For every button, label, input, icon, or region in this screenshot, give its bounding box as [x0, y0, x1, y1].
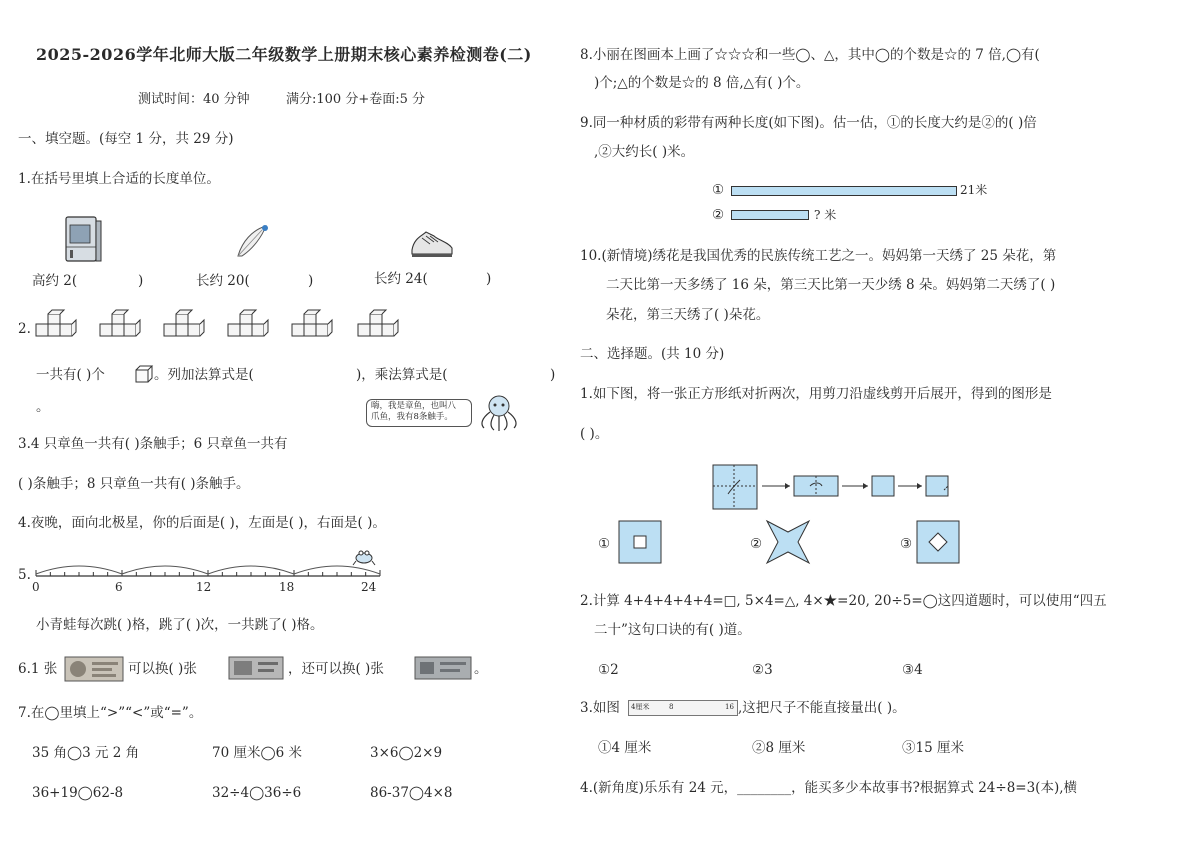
frog-icon: [352, 548, 376, 568]
q2-text-4: ): [550, 367, 556, 383]
s2-q1-option-2-label: ②: [750, 536, 763, 552]
ribbon-2-length: ? 米: [814, 208, 837, 222]
tick-label-12: 12: [196, 580, 212, 594]
option-1-shape: [618, 520, 662, 564]
s2-q3-option-3: ③15 厘米: [902, 740, 964, 756]
q10-line-2: 二天比第一天多绣了 16 朵，第三天比第一天少绣 8 朵。妈妈第二天绣了( ): [606, 277, 1056, 293]
feather-icon: [232, 222, 272, 262]
ribbon-2: [731, 210, 809, 220]
q7-row1-b: 70 厘米◯6 米: [212, 745, 302, 761]
q7-row1-a: 35 角◯3 元 2 角: [32, 745, 140, 761]
page-title: 2025-2026学年北师大版二年级数学上册期末核心素养检测卷(二): [36, 45, 532, 64]
q2-number: 2.: [18, 321, 31, 337]
full-score: 满分:100 分+卷面:5 分: [286, 92, 426, 107]
q8-line-2: )个;△的个数是☆的 8 倍,△有( )个。: [594, 75, 810, 91]
ruler: [628, 700, 738, 716]
q5-text: 小青蛙每次跳( )格，跳了( )次，一共跳了( )格。: [36, 617, 324, 633]
s2-q3-option-1: ①4 厘米: [598, 740, 652, 756]
s2-q2-option-1: ①2: [598, 662, 619, 678]
shoes-icon: [408, 226, 458, 260]
q1-text: 1.在括号里填上合适的长度单位。: [18, 171, 220, 187]
octopus-speech-bubble: 嗨，我是章鱼，也叫八 爪鱼，我有8条触手。: [366, 399, 472, 427]
q7-row2-a: 36+19◯62-8: [32, 785, 124, 801]
banknote-medium-icon: [228, 656, 284, 680]
s2-q3-option-2: ②8 厘米: [752, 740, 806, 756]
q9-line-1: 9.同一种材质的彩带有两种长度(如下图)。估一估，①的长度大约是②的( )倍: [580, 115, 1037, 131]
q10-line-1: 10.(新情境)绣花是我国优秀的民族传统工艺之一。妈妈第一天绣了 25 朵花，第: [580, 248, 1057, 264]
cube-icon: [134, 365, 154, 383]
q2-text-1: 一共有( )个: [36, 367, 105, 383]
test-time: 测试时间：40 分钟: [138, 92, 250, 107]
paper-folding-diagram: [712, 464, 952, 510]
ribbon-1-length: 21米: [960, 183, 988, 197]
q6-text-2: 可以换( )张: [128, 661, 197, 677]
q1-item-1: 高约 2(: [32, 273, 78, 289]
fridge-icon: [62, 215, 104, 265]
q7-row2-b: 32÷4◯36÷6: [212, 785, 302, 801]
q6-text-4: 。: [474, 661, 488, 677]
q6-text-1: 6.1 张: [18, 661, 58, 677]
s2-q1-line-1: 1.如下图，将一张正方形纸对折两次，用剪刀沿虚线剪开后展开，得到的图形是: [580, 386, 1052, 402]
s2-q1-option-3-label: ③: [900, 536, 913, 552]
section-2-heading: 二、选择题。(共 10 分): [580, 346, 725, 362]
s2-q2-line-1: 2.计算 4+4+4+4+4=□, 5×4=△, 4×★=20, 20÷5=◯这四道题时，可以使用“四五: [580, 593, 1107, 609]
tick-label-6: 6: [115, 580, 123, 594]
octopus-icon: [476, 394, 522, 432]
q5-number: 5.: [18, 567, 31, 583]
banknote-small-icon: [414, 656, 472, 680]
section-1-heading: 一、填空题。(每空 1 分，共 29 分): [18, 131, 234, 147]
ribbon-1: [731, 186, 957, 196]
banknote-large-icon: [64, 656, 124, 682]
q2-text-3: )，乘法算式是(: [356, 367, 448, 383]
ruler-mark-4: 4厘米: [631, 703, 650, 711]
option-2-shape: [766, 520, 810, 564]
q1-item-3: 长约 24(: [374, 271, 428, 287]
q7-row2-c: 86-37◯4×8: [370, 785, 453, 801]
tick-label-24: 24: [361, 580, 377, 594]
option-3-shape: [916, 520, 960, 564]
s2-q2-option-3: ③4: [902, 662, 923, 678]
q6-text-3: ，还可以换( )张: [288, 661, 384, 677]
ribbon-2-label: ②: [712, 207, 725, 223]
tick-label-18: 18: [279, 580, 295, 594]
q7-text: 7.在◯里填上“>”“<”或“=”。: [18, 705, 203, 721]
q3-line-2: ( )条触手；8 只章鱼一共有( )条触手。: [18, 476, 250, 492]
ruler-mark-8: 8: [669, 703, 674, 711]
ribbon-1-label: ①: [712, 182, 725, 198]
q8-line-1: 8.小丽在图画本上画了☆☆☆和一些◯、△，其中◯的个数是☆的 7 倍,◯有(: [580, 47, 1040, 63]
q9-line-2: ,②大约长( )米。: [594, 144, 695, 160]
s2-q3-text-1: 3.如图: [580, 700, 620, 716]
q3-line-1: 3.4 只章鱼一共有( )条触手；6 只章鱼一共有: [18, 436, 288, 452]
q1-item-2: 长约 20(: [196, 273, 250, 289]
s2-q2-option-2: ②3: [752, 662, 773, 678]
s2-q2-line-2: 二十”这句口诀的有( )道。: [594, 622, 751, 638]
q4-text: 4.夜晚，面向北极星，你的后面是( )，左面是( )，右面是( )。: [18, 515, 386, 531]
tick-label-0: 0: [32, 580, 40, 594]
s2-q1-option-1-label: ①: [598, 536, 611, 552]
q2-text-2: 。列加法算式是(: [154, 367, 254, 383]
s2-q3-text-2: ,这把尺子不能直接量出( )。: [738, 700, 906, 716]
q7-row1-c: 3×6◯2×9: [370, 745, 443, 761]
cube-stacks-icon: [34, 312, 404, 342]
s2-q1-line-2: ( )。: [580, 426, 609, 442]
s2-q4-line-1: 4.(新角度)乐乐有 24 元，________，能买多少本故事书?根据算式 24÷8=3(本),横: [580, 780, 1078, 796]
q10-line-3: 朵花，第三天绣了( )朵花。: [606, 307, 770, 323]
ruler-mark-16: 16: [725, 703, 734, 711]
q2-period: 。: [36, 399, 50, 415]
